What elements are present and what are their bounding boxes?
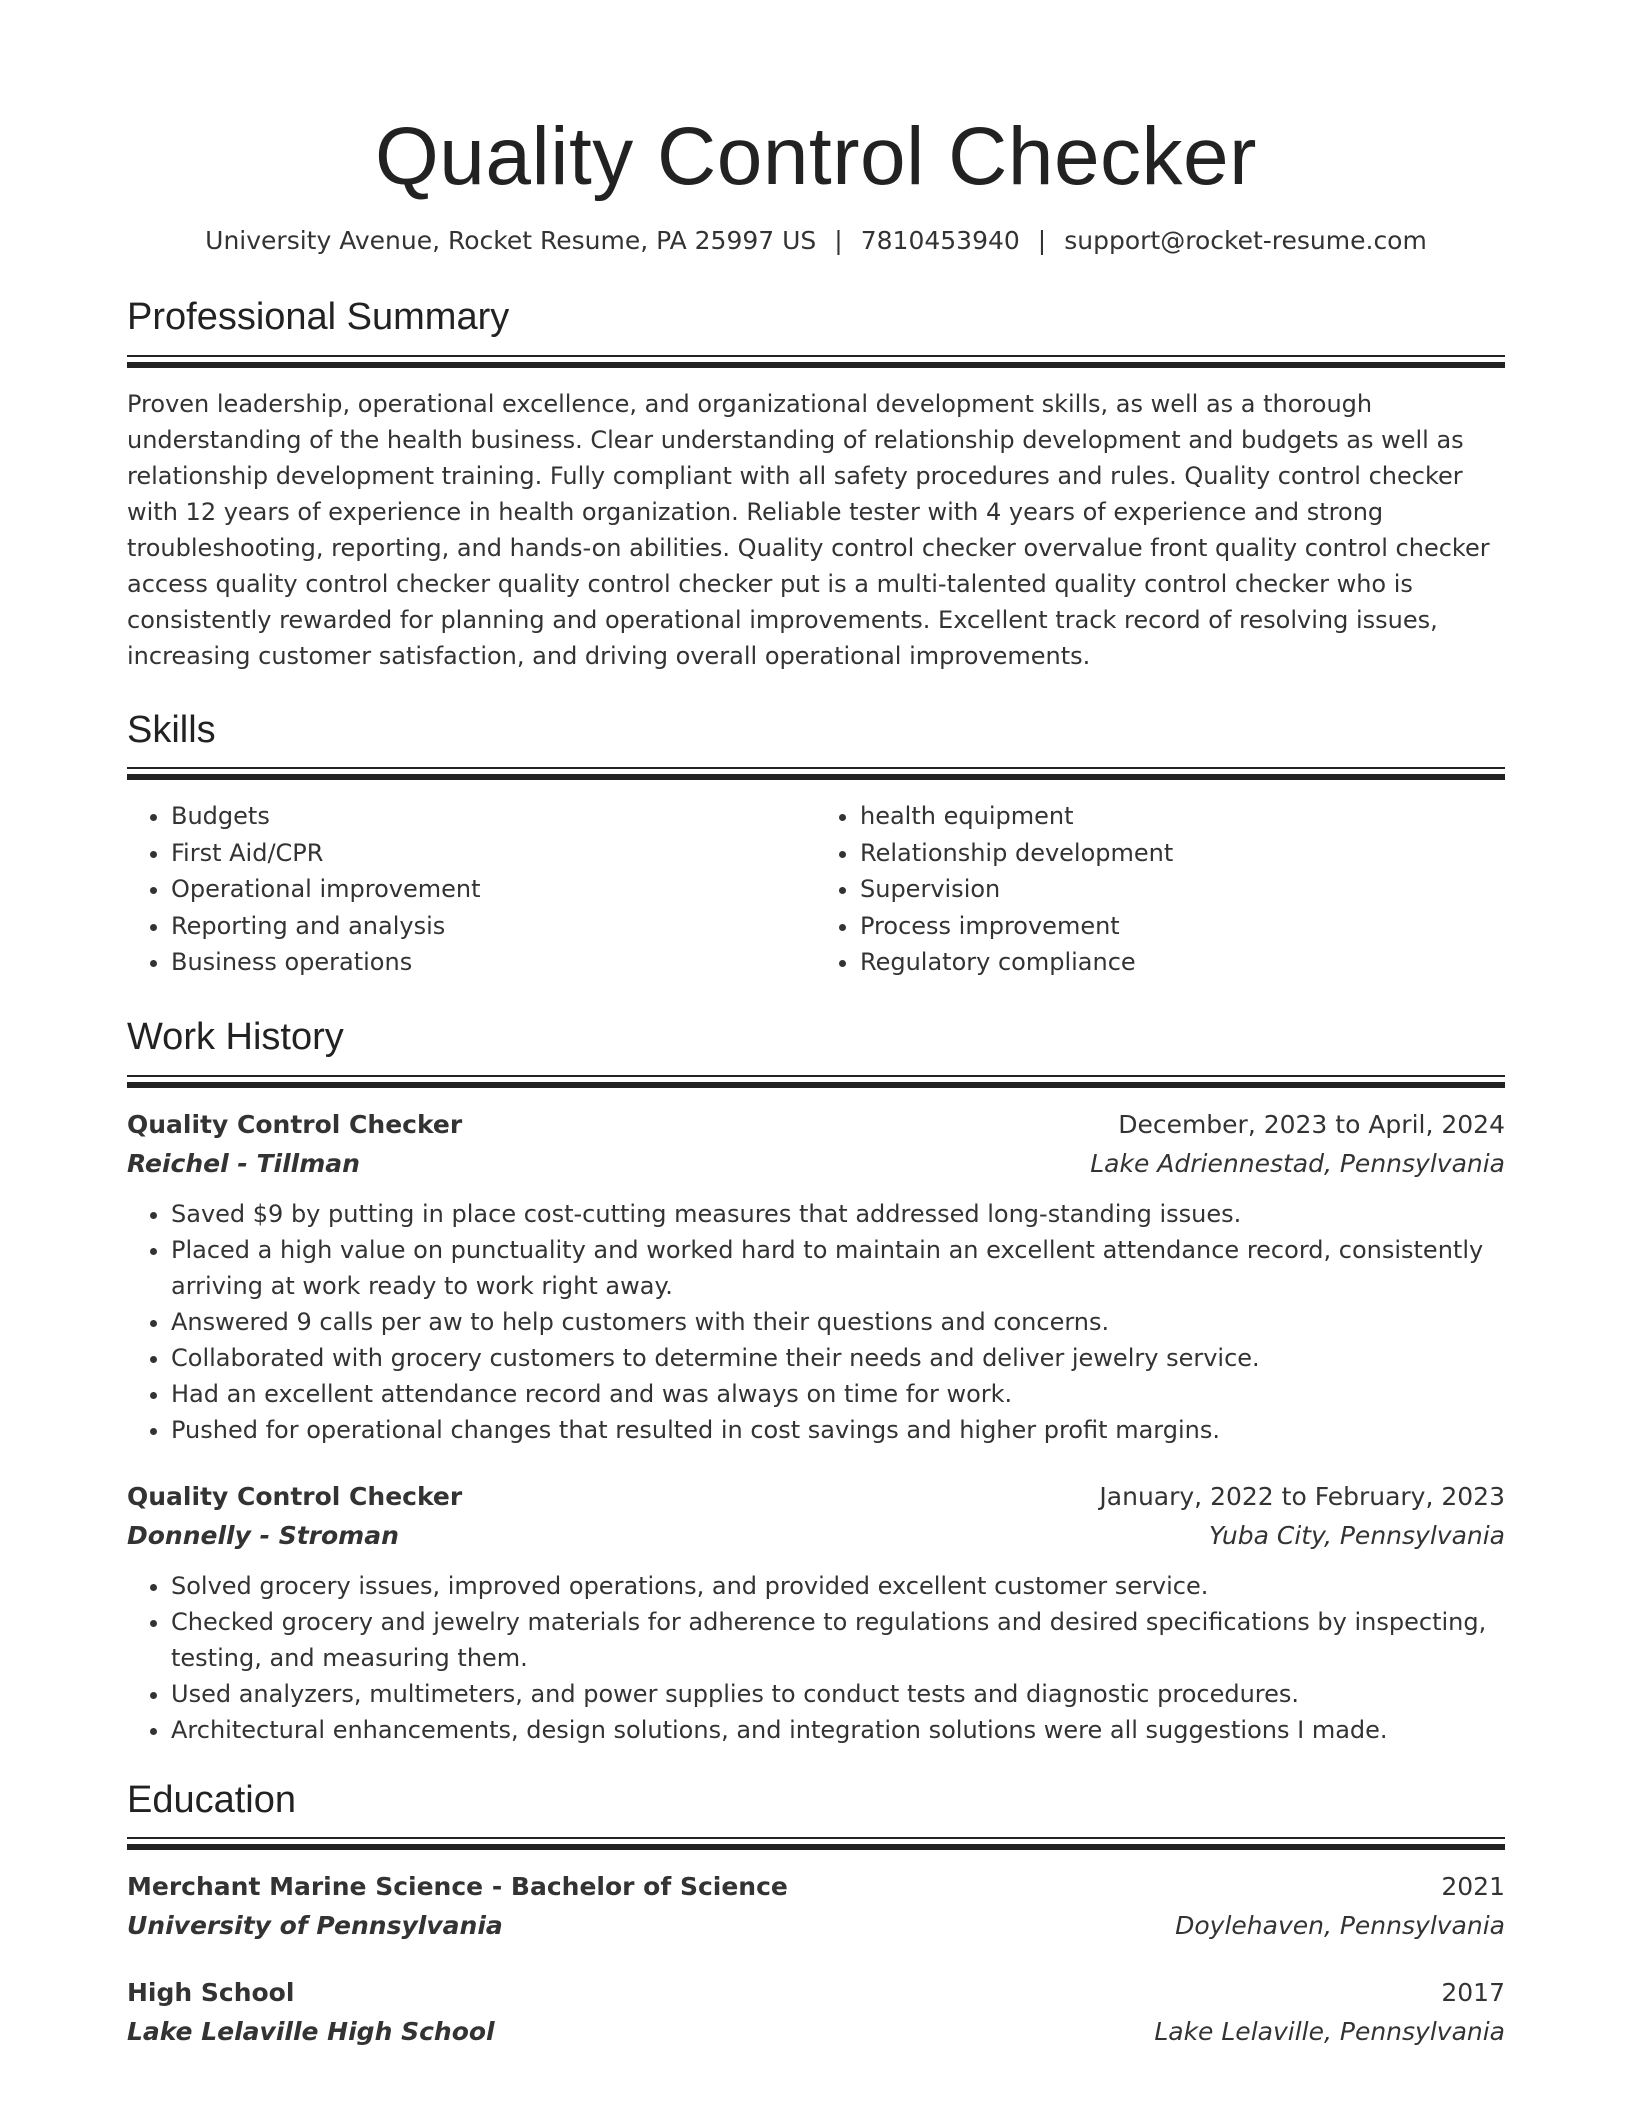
job-bullet: • Saved $9 by putting in place cost-cutting measures that addressed long-standing issues.	[171, 1196, 1505, 1232]
contact-address: University Avenue, Rocket Resume, PA 25997 US	[205, 226, 817, 256]
skill-item: • Reporting and analysis	[171, 908, 816, 945]
education-school-row	[127, 2012, 1505, 2052]
job-entry	[127, 1478, 1505, 1748]
education-degree: High School	[127, 1978, 295, 2008]
section-divider	[127, 355, 1505, 368]
education-location: Doylehaven, Pennsylvania	[1175, 1911, 1505, 1941]
education-header-row	[127, 1974, 1505, 2012]
contact-email: support@rocket-resume.com	[1064, 226, 1427, 256]
contact-phone: 7810453940	[860, 226, 1020, 256]
section-divider	[127, 767, 1505, 780]
job-bullet: • Pushed for operational changes that resulted in cost savings and higher profit margins.	[171, 1412, 1505, 1448]
job-entry	[127, 1106, 1505, 1448]
job-bullet: • Collaborated with grocery customers to determine their needs and deliver jewelry service.	[171, 1340, 1505, 1376]
education-section	[127, 1778, 1505, 2053]
job-bullets	[127, 1196, 1505, 1448]
work-heading: Work History	[127, 1015, 344, 1058]
job-company: Donnelly - Stroman	[127, 1520, 399, 1550]
education-year: 2017	[1441, 1978, 1505, 2008]
education-entry	[127, 1974, 1505, 2052]
work-section	[127, 1015, 1505, 1748]
job-header-row	[127, 1106, 1505, 1144]
skill-item: • Process improvement	[860, 908, 1505, 945]
contact-line	[127, 226, 1505, 255]
job-location: Yuba City, Pennsylvania	[1208, 1520, 1505, 1550]
skill-item: • health equipment	[860, 798, 1505, 835]
skill-item: • Supervision	[860, 871, 1505, 908]
job-bullet: • Answered 9 calls per aw to help customers with their questions and concerns.	[171, 1304, 1505, 1340]
job-company-row	[127, 1516, 1505, 1556]
job-title: Quality Control Checker	[127, 1109, 463, 1139]
job-header-row	[127, 1478, 1505, 1516]
job-dates: January, 2022 to February, 2023	[1099, 1481, 1505, 1511]
skill-item: • Budgets	[171, 798, 816, 835]
job-bullet: • Had an excellent attendance record and was always on time for work.	[171, 1376, 1505, 1412]
education-heading: Education	[127, 1778, 297, 1821]
job-bullet: • Architectural enhancements, design solutions, and integration solutions were all suggestions I made.	[171, 1712, 1505, 1748]
skills-list-right	[816, 798, 1505, 981]
job-company: Reichel - Tillman	[127, 1148, 360, 1178]
summary-section	[127, 295, 1505, 674]
skills-columns	[127, 798, 1505, 981]
job-bullet: • Placed a high value on punctuality and worked hard to maintain an excellent attendance record, consistently arriving at work ready to work right away.	[171, 1232, 1505, 1304]
section-divider	[127, 1837, 1505, 1850]
job-bullet: • Solved grocery issues, improved operations, and provided excellent customer service.	[171, 1568, 1505, 1604]
skill-item: • Relationship development	[860, 835, 1505, 872]
education-degree: Merchant Marine Science - Bachelor of Science	[127, 1872, 788, 1902]
skill-item: • Regulatory compliance	[860, 944, 1505, 981]
education-school: Lake Lelaville High School	[127, 2017, 495, 2047]
education-entry	[127, 1868, 1505, 1946]
summary-heading: Professional Summary	[127, 296, 510, 339]
skill-item: • Operational improvement	[171, 871, 816, 908]
skills-list-left	[127, 798, 816, 981]
resume-name: Quality Control Checker	[375, 111, 1257, 202]
skill-item: • First Aid/CPR	[171, 835, 816, 872]
education-school-row	[127, 1906, 1505, 1946]
job-bullets	[127, 1568, 1505, 1748]
education-school: University of Pennsylvania	[127, 1911, 503, 1941]
job-title: Quality Control Checker	[127, 1481, 463, 1511]
job-company-row	[127, 1144, 1505, 1184]
job-bullet: • Used analyzers, multimeters, and power supplies to conduct tests and diagnostic procedures.	[171, 1676, 1505, 1712]
education-header-row	[127, 1868, 1505, 1906]
education-location: Lake Lelaville, Pennsylvania	[1154, 2017, 1505, 2047]
education-year: 2021	[1441, 1872, 1505, 1902]
contact-separator: |	[1037, 226, 1047, 256]
section-divider	[127, 1075, 1505, 1088]
summary-text: Proven leadership, operational excellence, and organizational development skills, as well as a thorough understanding of the health business. Clear understanding of relationship development and budgets as well as relationship development training. Fully compliant with all safety procedures and rules. Quality control checker with 12 years of experience in health organization. Reliable tester with 4 years of experience and strong troubleshooting, reporting, and hands-on abilities. Quality control checker overvalue front quality control checker access quality control checker quality control checker put is a multi-talented quality control checker who is consistently rewarded for planning and operational improvements. Excellent track record of resolving issues, increasing customer satisfaction, and driving overall operational improvements.	[127, 389, 1490, 670]
job-dates: December, 2023 to April, 2024	[1118, 1109, 1505, 1139]
skills-section	[127, 708, 1505, 981]
skills-heading: Skills	[127, 708, 216, 751]
job-location: Lake Adriennestad, Pennsylvania	[1090, 1148, 1505, 1178]
job-bullet: • Checked grocery and jewelry materials for adherence to regulations and desired specifications by inspecting, testing, and measuring them.	[171, 1604, 1505, 1676]
contact-separator: |	[834, 226, 843, 256]
skill-item: • Business operations	[171, 944, 816, 981]
